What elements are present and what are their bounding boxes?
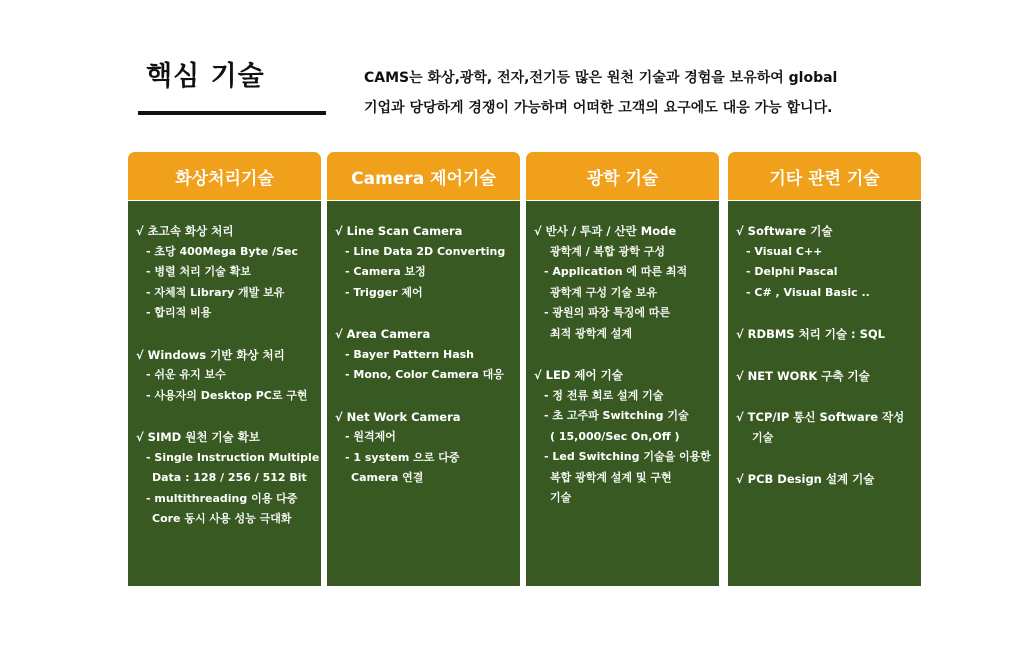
bullet-item: - Camera 보정 [345, 265, 426, 278]
section-heading: √ Area Camera [335, 327, 431, 341]
bullet-item: - 병렬 처리 기술 확보 [146, 265, 251, 278]
column-header: 광학 기술 [526, 152, 719, 200]
bullet-item: 기술 [550, 491, 572, 504]
bullet-item: - Delphi Pascal [746, 265, 838, 278]
section-heading: √ LED 제어 기술 [534, 368, 623, 382]
bullet-item: - 초당 400Mega Byte /Sec [146, 244, 298, 258]
bullet-item: - Line Data 2D Converting [345, 244, 506, 258]
bullet-item: - Bayer Pattern Hash [345, 347, 475, 361]
section-heading: √ Windows 기반 화상 처리 [136, 347, 285, 362]
section-gap [526, 344, 719, 365]
section-heading: √ PCB Design 설계 기술 [736, 472, 875, 486]
section-gap [728, 448, 921, 469]
section-gap [327, 386, 520, 407]
bullet-item: - Mono, Color Camera 대응 [345, 368, 504, 381]
column-image-processing [128, 152, 321, 586]
bullet-item: 복합 광학계 설계 및 구현 [550, 470, 672, 484]
page-title: 핵심 기술 [146, 61, 265, 92]
bullet-item: 기술 [752, 430, 774, 444]
column-body [327, 201, 520, 586]
column-header: Camera 제어기술 [327, 152, 520, 200]
bullet-item: Core 동시 사용 성능 극대화 [152, 512, 292, 525]
section-heading: √ RDBMS 처리 기술 : SQL [736, 327, 886, 341]
section-heading: √ SIMD 원천 기술 확보 [136, 430, 260, 444]
bullet-item: - C# , Visual Basic .. [746, 285, 870, 299]
column-header: 화상처리기술 [128, 152, 321, 200]
intro-text [364, 63, 837, 123]
bullet-item: Camera 연결 [351, 471, 424, 484]
bullet-item: - 정 전류 회로 설계 기술 [544, 388, 664, 402]
bullet-item: 최적 광학계 설계 [550, 326, 633, 340]
section-heading: √ 반사 / 투과 / 산란 Mode [534, 224, 677, 238]
column-body [526, 201, 719, 586]
column-body [728, 201, 921, 586]
bullet-item: - Led Switching 기술을 이용한 [544, 450, 711, 463]
bullet-item: - 사용자의 Desktop PC로 구현 [146, 388, 308, 402]
bullet-item: - Visual C++ [746, 244, 823, 258]
bullet-item: - 쉬운 유지 보수 [146, 368, 226, 381]
bullet-item: - Single Instruction Multiple [146, 450, 320, 464]
intro-line: 기업과 당당하게 경쟁이 가능하며 어떠한 고객의 요구에도 대응 가능 합니다. [364, 100, 833, 116]
bullet-item: - 자체적 Library 개발 보유 [146, 285, 285, 299]
title-underline [138, 111, 326, 115]
section-heading: √ NET WORK 구축 기술 [736, 368, 870, 383]
bullet-item: ( 15,000/Sec On,Off ) [550, 429, 680, 443]
column-optics [526, 152, 719, 586]
section-heading: √ Net Work Camera [335, 409, 461, 424]
bullet-item: - 초 고주파 Switching 기술 [544, 409, 689, 422]
section-gap [128, 324, 321, 345]
section-heading: √ 초고속 화상 처리 [136, 224, 234, 238]
bullet-item: 광학계 / 복합 광학 구성 [550, 244, 665, 258]
column-header: 기타 관련 기술 [728, 152, 921, 200]
bullet-item: - 합리적 비용 [146, 306, 212, 319]
section-gap [327, 303, 520, 324]
column-other-tech [728, 152, 921, 586]
column-body [128, 201, 321, 586]
bullet-item: - 1 system 으로 다중 [345, 450, 460, 464]
bullet-item: Data : 128 / 256 / 512 Bit [152, 471, 307, 484]
section-gap [728, 386, 921, 407]
section-heading: √ Software 기술 [736, 224, 833, 238]
section-gap [728, 345, 921, 366]
section-gap [128, 406, 321, 427]
section-gap [728, 303, 921, 324]
column-camera-control [327, 152, 520, 586]
intro-line: CAMS는 화상,광학, 전자,전기등 많은 원천 기술과 경험을 보유하여 global [364, 70, 838, 86]
bullet-item: - 광원의 파장 특징에 따른 [544, 306, 671, 319]
section-heading: √ TCP/IP 통신 Software 작성 [736, 410, 905, 424]
bullet-item: - multithreading 이용 다중 [146, 491, 298, 505]
bullet-item: - Application 에 따른 최적 [544, 265, 688, 278]
section-heading: √ Line Scan Camera [335, 224, 463, 238]
bullet-item: - Trigger 제어 [345, 285, 423, 299]
bullet-item: 광학계 구성 기술 보유 [550, 285, 658, 299]
bullet-item: - 원격제어 [345, 430, 396, 443]
